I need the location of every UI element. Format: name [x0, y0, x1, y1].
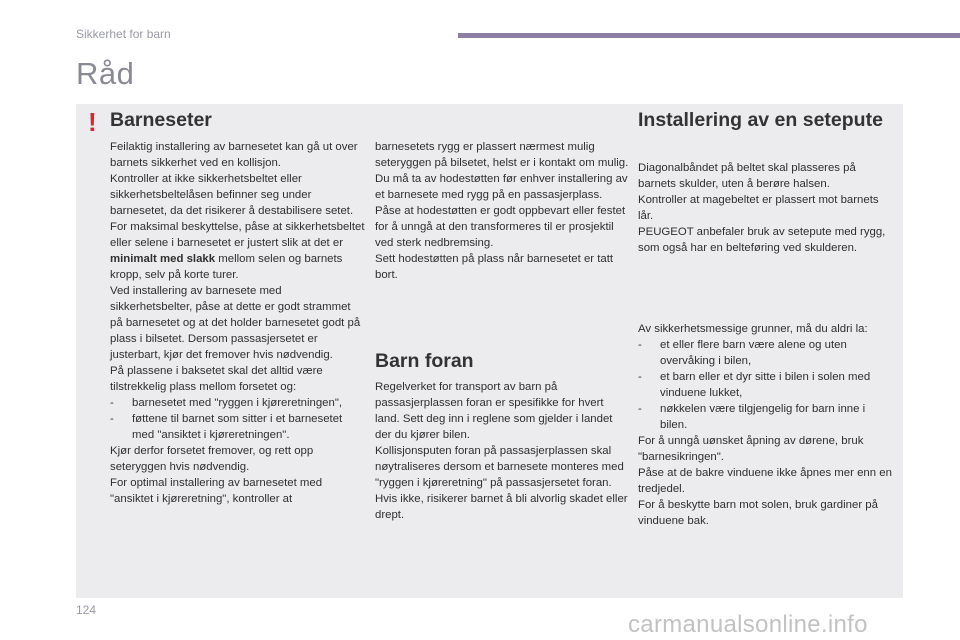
paragraph: For å unngå uønsket åpning av dørene, bruk "barnesikringen". — [638, 435, 864, 463]
paragraph: Kjør derfor forsetet fremover, og rett opp seteryggen hvis nødvendig. — [110, 445, 314, 473]
paragraph: Du må ta av hodestøtten før enhver installering av et barnesete med rygg på en passasjerplass. — [375, 173, 628, 201]
barn-foran-text — [375, 379, 629, 523]
barn-foran-heading: Barn foran — [375, 350, 474, 372]
paragraph: Kontroller at magebeltet er plassert mot barnets lår. — [638, 194, 879, 222]
paragraph: Kollisjonsputen foran på passasjerplassen skal nøytraliseres dersom et barnesete monteres med "ryggen i kjøreretning" på passasjersetet foran. Hvis ikke, risikerer barnet å bli alvorlig skadet eller drept. — [375, 445, 628, 521]
list-item: - nøkkelen være tilgjengelig for barn inne i bilen. — [638, 401, 894, 433]
page-number: 124 — [76, 603, 97, 617]
header-accent-bar — [458, 33, 960, 38]
paragraph: Av sikkerhetsmessige grunner, må du aldri la: — [638, 323, 868, 335]
paragraph: barnesetets rygg er plassert nærmest mulig seteryggen på bilsetet, helst er i kontakt om mulig. — [375, 141, 629, 169]
barneseter-column-1 — [110, 139, 366, 507]
paragraph — [110, 219, 366, 283]
paragraph: Påse at hodestøtten er godt oppbevart eller festet for å unngå at den transformeres til er prosjektil ved sterk nedbremsing. — [375, 205, 626, 249]
safety-text — [638, 321, 894, 529]
paragraph: For optimal installering av barnesetet med "ansiktet i kjøreretning", kontroller at — [110, 477, 323, 505]
clearance-list — [110, 395, 366, 443]
paragraph: Diagonalbåndet på beltet skal plasseres på barnets skulder, uten å berøre halsen. — [638, 162, 856, 190]
exclamation-warning-icon: ! — [88, 107, 97, 137]
paragraph-text: mellom selen og barnets kropp, selv på korte turer. — [110, 253, 343, 281]
paragraph: For å beskytte barn mot solen, bruk gardiner på vinduene bak. — [638, 499, 878, 527]
watermark: carmanualsonline.info — [628, 611, 868, 638]
barneseter-heading: Barneseter — [110, 109, 212, 131]
page-title: Råd — [76, 56, 135, 91]
paragraph-text: For maksimal beskyttelse, påse at sikkerhetsbeltet eller selene i barnesetet er justert slik at det er — [110, 221, 365, 249]
setepute-heading: Installering av en setepute — [638, 109, 883, 131]
list-item: - et barn eller et dyr sitte i bilen i solen med vinduene lukket, — [638, 369, 894, 401]
barneseter-column-2 — [375, 139, 629, 283]
paragraph: Kontroller at ikke sikkerhetsbeltet eller sikkerhetsbeltelåsen befinner seg under barnesetet, da det risikerer å destabilisere setet. — [110, 173, 354, 217]
paragraph: PEUGEOT anbefaler bruk av setepute med rygg, som også har en belteføring ved skulderen. — [638, 226, 886, 254]
paragraph: Sett hodestøtten på plass når barnesetet er tatt bort. — [375, 253, 614, 281]
paragraph: Ved installering av barnesete med sikkerhetsbelter, påse at dette er godt strammet på barnesetet og at det holder barnesetet godt på plass i bilsetet. Dersom passasjersetet er justerbart, kjør det fremover hvis nødvendig. — [110, 285, 361, 361]
emphasis-text: minimalt med slakk — [110, 253, 216, 265]
setepute-text — [638, 160, 894, 256]
paragraph: Regelverket for transport av barn på passasjerplassen foran er spesifikke for hvert land. Sett deg inn i reglene som gjelder i landet der du kjører bilen. — [375, 381, 613, 441]
paragraph: Påse at de bakre vinduene ikke åpnes mer enn en tredjedel. — [638, 467, 892, 495]
list-item: - barnesetet med "ryggen i kjøreretningen", — [110, 395, 366, 411]
list-item: - føttene til barnet som sitter i et barnesetet med "ansiktet i kjøreretningen". — [110, 411, 366, 443]
list-item: - et eller flere barn være alene og uten overvåking i bilen, — [638, 337, 894, 369]
paragraph: På plassene i baksetet skal det alltid være tilstrekkelig plass mellom forsetet og: — [110, 365, 323, 393]
section-label: Sikkerhet for barn — [76, 27, 171, 41]
never-allow-list — [638, 337, 894, 433]
paragraph: Feilaktig installering av barnesetet kan gå ut over barnets sikkerhet ved en kollisjon. — [110, 141, 358, 169]
